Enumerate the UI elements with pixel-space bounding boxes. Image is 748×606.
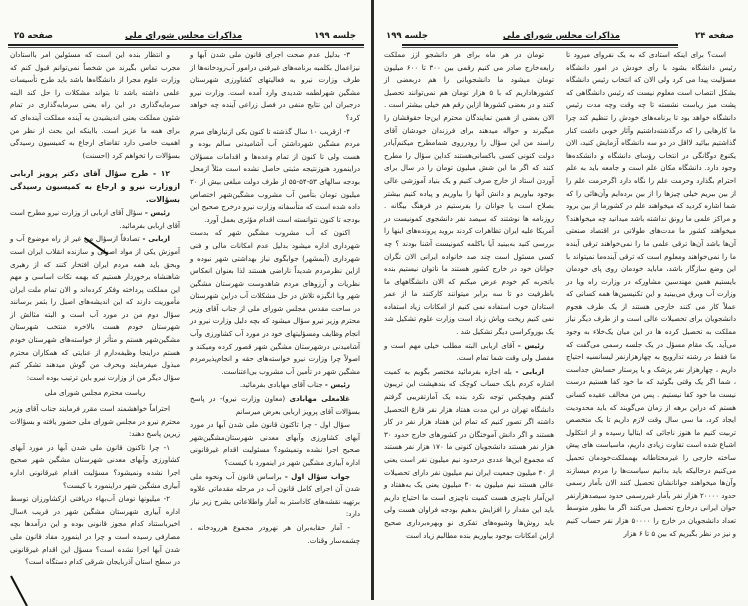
speech-text: سؤال آقای اربابی از وزارت نیرو مطرح است آقای اربابی بفرمائید. (10, 208, 180, 230)
speech (384, 340, 554, 365)
speaker-name: اربابی - (515, 366, 544, 376)
paragraph: اکنون که آب مشروب مشگین شهر که بدست شهرداری اداره میشود بدلیل عدم امکانات مالی و فنی شهرداری (آبمشهر) جوابگوی نیاز بهداشتی شهر نبوده و ازاین نظرمردم شدیداً ناراضی هستند لذا بعنوان انعکاس نظریات و آرزوهای مردم شاهدوست شهرستان مشگین شهر وبا انگیزه تلاش در حل مشکلات آب دراین شهرستان در ساحت مقدس مجلس شورای ملی از جناب آقای وزیر محترم وزیر نیرو سؤال میشود که بچه دلیل وزارت نیرو در انجام وظایف ومسؤلیتهای خود در مورد آب کشاورزی وآب آشامیدنی درشهرستان مشگین شهر قصور کرده ومیکند و اصولاً چرا وزارت نیرو خواسته‌های حقه و انجام‌پذیرمردم مشگین شهر در تأمین آب مشروب بی‌اعتناست. (190, 228, 360, 376)
left-page-header (14, 27, 356, 41)
speech (190, 471, 360, 521)
left-page-column-right (10, 49, 180, 570)
paragraph: تومان در هر ماه برای هر دانشجو ازز مملکت رابعه‌خارج صادر می کنیم رقمی بین ۳۰۰ تا ۶۰۰ میلیون تومان میشود ما دانشجویانی را هم دربعضی از کشورهاداریم که با ۵ هزار تومان هم نمی‌توانند تحصیل کنند و در بعضی کشورها ازاین رقم هم خیلی بیشتر است . الان بعضی از همین نمایندگان محترم این‌جا حقوقشان را میگیرند و حواله میدهند برای فرزندان خودشان آقای راسند من این سؤال را رودرروی شمامطرح میکنم‌آیادر دولت کنونی کسی باکسانی‌هستند کداین سؤال را مطرح کنند که اگر ما این شش میلیون تومان را در سال برای آوردن استاد از خارج صرف کنیم و یک بنیاد آموزشی عالی بوجود بیاوریم و دانش آنها را بیاوریم و پیاده کنیم بیشتر بصلاح است یا جوانان را بفرستیم در فرهنگ بیگانه . روزنامه ها نوشتند که سیصد نفر دانشجوی کمونیست در آمریکا علیه ایران تظاهرات کردند بروید پرونده‌های اینها را بررسی کنید به‌بینید آیا باکلمه کمونیست آشنا بودند ؟ چه کسی مسئول است چند صد خانواده ایرانی الان نگران جوانان خود در خارج کشور هستند ما ناتوان نیستیم بنده باتجربه کم خودم عرض میکنم که الان دانشگاههای ما باظرفیت دو تا سه برابر میتوانند کارکنند ما از عمر استادان خوب استفاده نمی کنیم از امکانات زیاد استفاده نمی کنیم ریخت وپاش زیاد است وزارت علوم تشکیل شد یک بوروکراسی دیگر تشکیل شد . (384, 50, 554, 337)
right-page-header (386, 27, 734, 41)
header-rule (402, 44, 678, 46)
session-number: جلسه ۱۹۹ (386, 31, 428, 41)
speech (190, 393, 360, 418)
speaker-name: غلامعلی مهابادی (289, 394, 350, 404)
journal-title: مذاکرات مجلس شورای ملی (502, 31, 621, 41)
speech (10, 207, 180, 232)
page-number: صفحه ۲۴ (695, 31, 734, 41)
header-rule-thin (8, 47, 364, 48)
header-rule (8, 44, 364, 46)
agenda-heading: ۱۲ - طرح سؤال آقای دکتر پرویز اربابی ازوزارت نیرو و ارجاع به کمیسیون رسیدگی بسؤالات. (10, 169, 180, 204)
right-page-column-left (384, 49, 554, 543)
speech-text: تصادفاً ازسؤال من غیر از راه موضوع آب و آموزش یکی از مواد اصولی و سازنده انقلاب ایران است وبحق باید همه مردم ایران افتخار کنند که از رهبری شاهنشاه برخوردار هستیم که بهمه نکات اساسی و مهم این مملکت پرداخته وفکر کرده‌اند و الان تمام ملت ایران مأموریت دارند که این اندیشه‌های اصیل را بثمر برسانند سؤال دوم من در مورد آب است و البته مثالش از شهرستان خودم هست بالاخره منتخب شهرستان مشگین‌شهر هستم و متأثر از خواسته‌های شهرستان خودم هستم دراینجا وظیفه‌دارم از عنایتی که همکاران محترم مبذول میفرمایند وبحرف من گوش میدهند تشکر کنم سؤال دیگر من از وزارت نیرو باین ترتیب بوده است: (10, 234, 180, 382)
speech-text: جناب آقای مهابادی بفرمائید. (239, 380, 323, 390)
speaker-name: رئیس - (144, 208, 170, 218)
question-item: ۴- ازقریب ۱۰ سال گذشته تا کنون یکی ازنیازهای مبرم مردم مشگین شهرداشتن آب آشامیدنی سالم بوده و هست ولی تا کنون از تمام وعده‌ها و اقدامات مسؤلان دراینمورد هنوزنتیجه مثبتی حاصل نشده است مثلاً ازمحل بودجه سالهای ۵۳-۵۴-۵۵ از طرف دولت مبلغی بیش از ۲۰ میلیون تومان بتأمین آب مشروب مشگین‌شهر اختصاص داده شده است که متأسفانه وزارت نیرو درخرج صحیح این بودجه تا کنون نتوانسته است اقدام مؤثری بعمل آورد. (190, 126, 360, 224)
left-page (0, 0, 372, 600)
question-item: ۲- میلیونها تومان آب‌بهاء دریافتی ازکشاورزان توسط اداره آبیاری شهرستان مشگین شهر در قریب ۸سال اخیرباستناد کدام مجوز قانونی بوده و این درآمدها بچه مصارفی رسیده است و چرا در اینمورد مفاد قانون ملی شدن آبها اجرا نشده است؟ مسؤل این اقدام غیرقانونی در سطح استان آذربایجان شرقی کدام دستگاه است؟ (10, 494, 180, 567)
page-number: صفحه ۲۵ (14, 31, 53, 41)
paragraph: - آمار حقابه‌بران هر نهرودر مجموع هررودخانه ، چشمه‌سار وقنات. (190, 522, 360, 545)
header-rule-thin (402, 47, 678, 48)
speech (10, 233, 180, 384)
speech (190, 379, 360, 392)
session-number: جلسه ۱۹۹ (314, 31, 356, 41)
right-page-column-right (566, 49, 736, 541)
speech (384, 366, 554, 542)
speech-text: آقای اربابی البته مطلب خیلی مهم است و مفصل ولی وقت شما تمام است. (384, 340, 554, 363)
letter-salutation: ریاست محترم مجلس شورای ملی (44, 388, 146, 398)
question-item: ۱- چرا تاکنون قانون ملی شدن آبها در مورد آبهای کشاورزی وآبهای معدنی شهرستان مشگین شهر صحیح اجرا نشده ونمیشود؟ مسؤلیت اقدام غیرقانونی اداره آبیاری مشگین شهر دراینمورد با کیست؟ (10, 442, 180, 490)
paragraph: و انتظار بنده این است که مسئولین امر بااستادان مجرب تماس بگیرند من شخصاً نمی‌توانم قبول کنم که وزارت علوم مجرا از دانشگاه‌ها باشد باید طرح تأسیسات علمی داشته باشد تا بتواند مشکلات را حل کند البته سرمایه‌گذاری در این راه یعنی سرمایه‌گذاری در تمام شئون مملکت یعنی اندیشیدن به آینده مملکت آینده‌ای که برای همه ما عزیز است. بااینکه این بحث از نظر من اهمیت خاصی دارد تقاضای ارجاع به کمیسیون رسیدگی بسؤالات را تخواهم کرد (احسنت) (10, 50, 180, 160)
speech-text: (معاون وزارت نیرو)- در پاسخ بسؤالات آقای پرویز اربابی بعرض میرسانم (190, 394, 360, 416)
speech-text: براساس قانون آب ونحوه ملی شدن آن اجرای کامل قانون آب در مرحله مقدماتی علاوه برتهیه نقشه‌های کاداستر به آمار واطلاعاتی بشرح زیر نیاز دارد: (190, 471, 360, 519)
scan-stroke-mark (10, 576, 28, 606)
question-item: ۳- بدلیل عدم صحت اجرای قانون ملی شدن آبها و نیزاعمال بکلمبه برنامه‌های غیرفنی درامور آب‌رودخانه‌ها از طرف وزارت نیرو به فعالیتهای کشاورزی شهرستان مشگین شهرلطمه شدیدی وارد آمده است. وزارت نیرو درجبران این نتایج منفی در فصل زراعی آینده چه خواهد کرد؟ (190, 50, 360, 122)
paragraph: سؤال اول - چرا تاکنون قانون ملی شدن آبها در مورد آبهای کشاورزی وآبهای معدنی شهرستان‌مشگین‌شهر صحیح اجرا نشده ونمیشود؟ مسئولیت اقدام غیرقانونی اداره آبیاری مشگین شهر در اینمورد با کیست؟ (190, 420, 360, 467)
left-page-column-left (190, 49, 360, 548)
paragraph: است؟ برای اینکه استادی که به یک نفروای میرود تا رئیس دانشگاه بشود با رأی خودش در امور دانشگاه مسؤلیت پیدا می کرد ولی الان که انتخاب رئیس دانشگاه بشکل انتصاب است معلوم نیست که رئیس دانشگاهی که پشت میز ریاست نشسته تا چه وقت وچه مدت رئیس دانشگاه خواهد بود تا برنامه‌های خودش را تنظیم کند چرا ما کارهایی را که درگذشته‌داشتیم وآثار خوبی داشت کنار گذاشتیم بیائید لااقل در دو سه دانشگاه آزمایش کنید، الان یکنوع دوگانگی در انتخاب رؤسای دانشگاه و دانشکده‌ها وجود دارد. دانشگاه مکان علم است و جامعه باید به علم احترام بگذارد وحرمت علم را نگاه دارد اگرحرمت علم را از بین ببریم خیلی چیزها را از بین برده‌ایم وآن‌هائی را که شما اشاره کردید که میخواهند علم در کشورما از بین برود و مراکز علمی ما رونق نداشته باشد میدانید چه میخواهند؟ میخواهند کشور ما مدت‌های طولانی در اقتصاد صنعتی آن‌ها باشد آن‌ها ترقی علمی ما را نمی‌خواهند ترقی آینده ما را نمی‌خواهند ومعلوم است که ترقی آینده‌ما نمیتواند با این وضع سازگار باشد، ماباید خودمان روی پای خودمان بایستیم همین مهندسین مشاورکه در وزارت راه ویا در وزارت آب وبرق می‌بینید و این تکنیسین‌ها همه کسانی که عملاً کار می کنند خارجی هستند از یک طرف هجوم دانشجویان برای تحصیلات عالی است و از طرف دیگر نیاز مملکت به تحصیل کرده ها در این میان یک‌خلاء به وجود می‌آید. یک مقام مسؤل در یک جلسه رسمی می‌گفت که ما فقط در رشته تدارویج به چهارهزارنفر لیسانسیه احتیاج داریم ، چهارهزار نفر پزشک و یا پرستار حسابش جداست ، شما اگر یک وقتی بگوئید که ما خود کفا هستیم درست نیست ما خود کفا نیستیم . پس من مخالف عقیده کسانی هستم که دراین برهه از زمان می‌گویند که باید محدودیت ایجاد کرد، ما سی سال وقت لازم داریم تا یک متخصص تربیت کنیم ما هنوز ناجائی که ایتالیا رسیده و از انتکلول اشباع شده است تفاوت زیادی داریم، ماسیاست های پیش ساخته خارجی را غیرمحتاطانه بهمملکت‌خودمان تحمیل می‌کنیم درحالیکه باید بدانیم سیاست‌ها را مردم میسازند وآن‌ها میخواهند جوانانشان تحصیل کنند الان بآمار رسمی حدود ۲۰۰۰۰ هزار نفر بآمار غیررسمی حدود سیصدهزارنفر جوان ایرانی درخارج تحصیل می‌کنند اگر ما بطور متوسط تعداد دانشجویان در خارج را ۵۰۰۰۰ هزار نفر حساب کنیم و نیز در نظر بگیریم که بین ۵ تا ۶ هزار (566, 50, 737, 538)
speaker-name: جواب سؤال اول - (284, 471, 350, 481)
paragraph: احتراماً خواهشمند است مقرر فرمایند جناب آقای وزیر محترم نیرو در مجلس شورای ملی حضور یافته و بسؤالات زیرین پاسخ دهند: (10, 404, 180, 439)
journal-title: مذاکرات مجلس شورای ملی (124, 31, 243, 41)
speech-text: بله اجازه بفرمائید مختصر بگویم به کمیت اشاره کردم بایک حساب کوچک که بندهپشت این تریبون گفتم وهیچکس توجه نکرد بنده یک آمارتقریبی گرفتم دانشگاه تهران در این مدت هفتاد هزار نفر فارغ التحصیل داشته اگر تصور کنیم که تمام این هفتاد هزار نفر در کار هستند و اگر دانش آموختگان در کشورهای خارج حدود ۳۰ هزار نفر هستند دانشجویان کنونی ما ۱۷۰ هزار نفر هستند که مجموع این‌ها عددی درحدود نیم میلیون نفر است یعنی از ۳۰ میلیون جمعیت ایران نیم میلیون نفر دارای تحصیلات عالی هستند نیم میلیون به ۳۰ میلیون یعنی یک به‌هفتاد و این‌آمار ناچیزی هست کمیت ناچیزی است ما احتیاج داریم باید این مقدار را افزایش بدهیم بودجه فراوان هست ولی باید روش‌ها وشیوه‌های تفکری نو وبهره‌برداری صحیح ازاین امکانات بوجود بیاوریم بنده مطالبم زیاد است (384, 366, 554, 540)
speaker-name: رئیس - (324, 380, 350, 390)
speaker-name: رئیس - (517, 340, 544, 350)
speaker-name: اربابی - (142, 234, 170, 244)
right-page (374, 0, 748, 600)
